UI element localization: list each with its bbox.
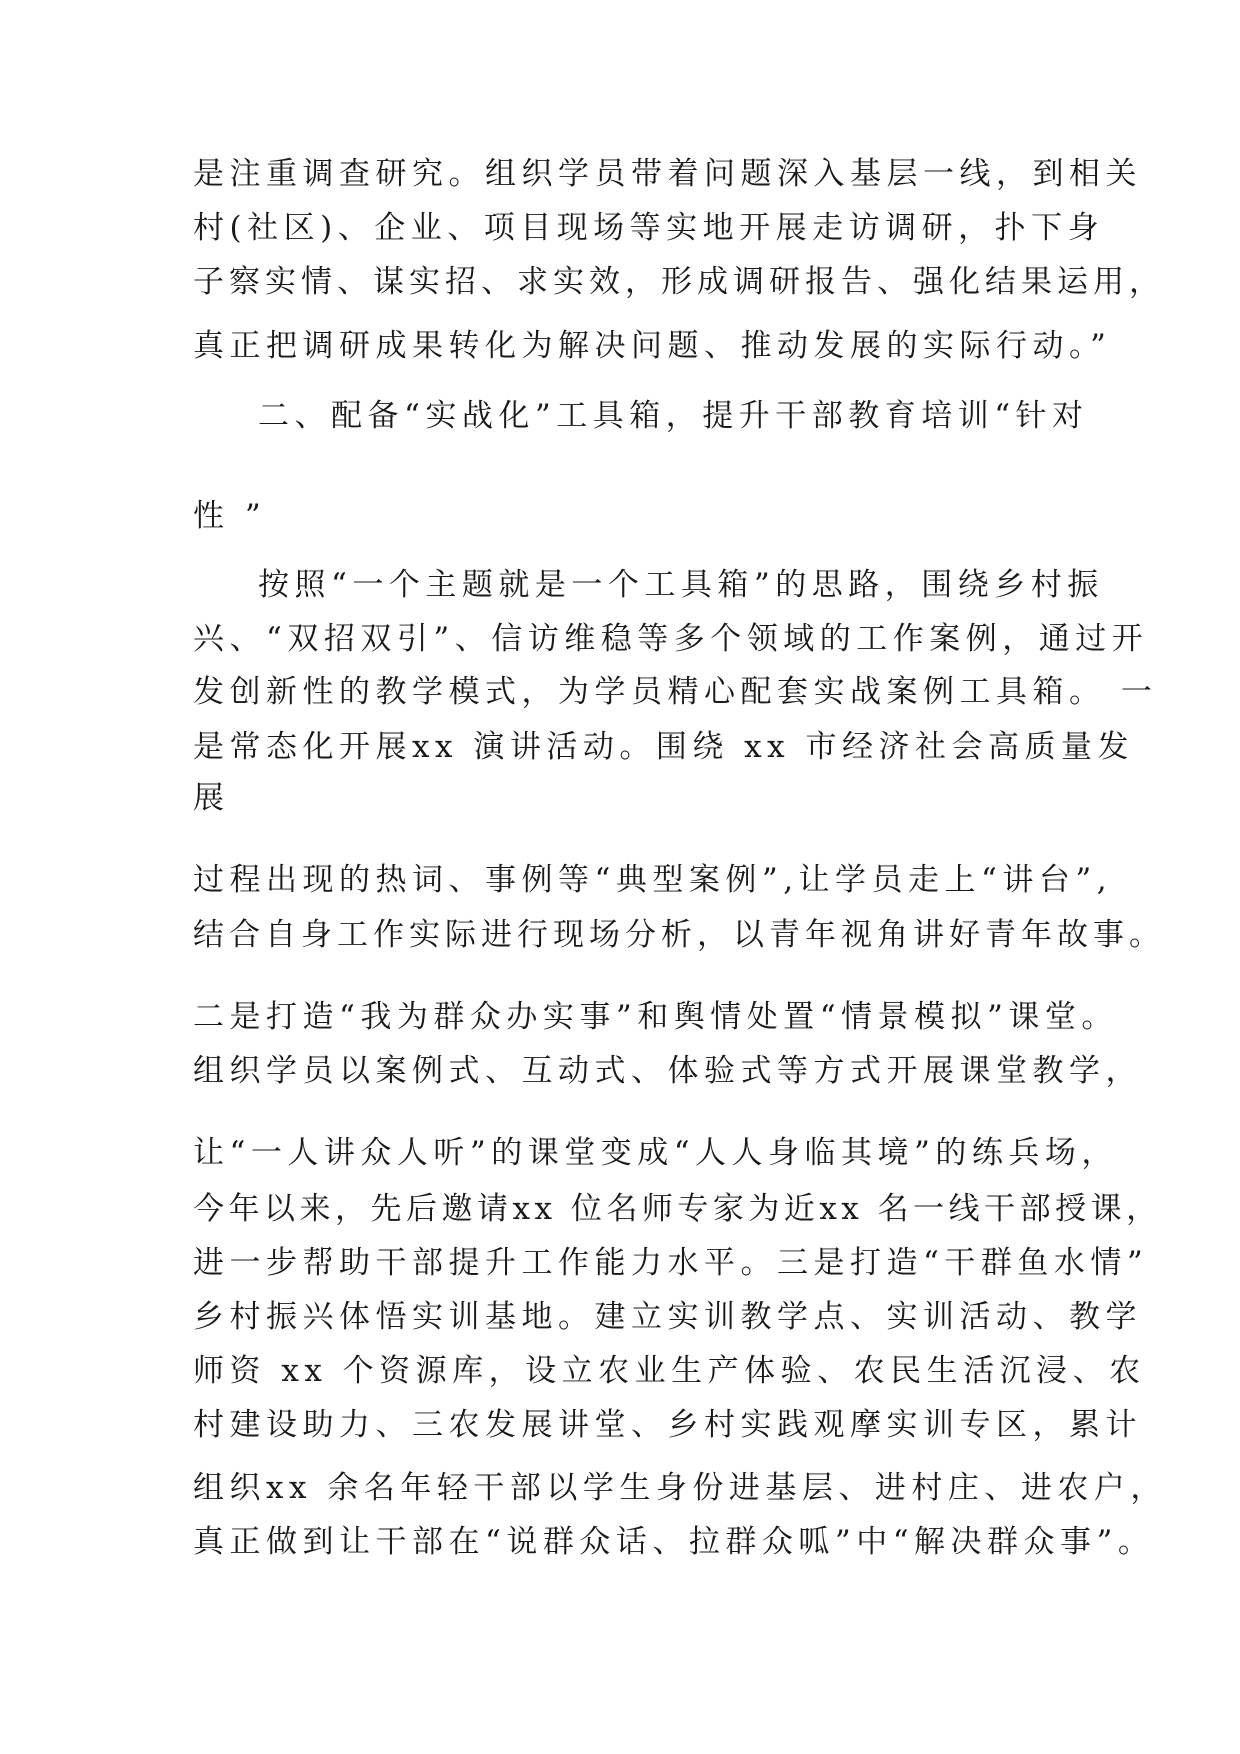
text-line: 是注重调查研究。组织学员带着问题深入基层一线，到相关 (193, 156, 1142, 192)
text-line: 村(社区)、企业、项目现场等实地开展走访调研，扑下身 (193, 210, 1105, 246)
text-line: 让“一人讲众人听”的课堂变成“人人身临其境”的练兵场， (193, 1135, 1118, 1171)
text-line: 是常态化开展xx 演讲活动。围绕 xx 市经济社会高质量发 (193, 729, 1134, 765)
text-line: 组织xx 余名年轻干部以学生身份进基层、进村庄、进农户， (193, 1470, 1167, 1506)
text-line: 村建设助力、三农发展讲堂、乡村实践观摩实训专区，累计 (193, 1407, 1142, 1443)
text-line: 二是打造“我为群众办实事”和舆情处置“情景模拟”课堂。 (193, 999, 1118, 1035)
text-line: 进一步帮助干部提升工作能力水平。三是打造“干群鱼水情” (193, 1245, 1149, 1281)
text-line: 真正把调研成果转化为解决问题、推动发展的实际行动。” (193, 328, 1112, 364)
text-line: 按照“一个主题就是一个工具箱”的思路，围绕乡村振 (258, 567, 1104, 603)
text-line: 兴、“双招双引”、信访维稳等多个领域的工作案例，通过开 (193, 621, 1149, 657)
text-line: 组织学员以案例式、互动式、体验式等方式开展课堂教学， (193, 1053, 1142, 1089)
section-heading-continuation: 性 ” (193, 498, 267, 534)
text-line: 子察实情、谋实招、求实效，形成调研报告、强化结果运用， (193, 264, 1165, 300)
text-line: 师资 xx 个资源库，设立农业生产体验、农民生活沉浸、农 (193, 1353, 1146, 1389)
text-line: 展 (193, 780, 230, 816)
text-line: 真正做到让干部在“说群众话、拉群众呱”中“解决群众事”。 (193, 1524, 1155, 1560)
text-line: 今年以来，先后邀请xx 位名师专家为近xx 名一线干部授课， (193, 1191, 1162, 1227)
text-line: 发创新性的教学模式，为学员精心配套实战案例工具箱。 一 (193, 674, 1158, 710)
section-heading: 二、配备“实战化”工具箱，提升干部教育培训“针对 (258, 398, 1089, 434)
text-line: 乡村振兴体悟实训基地。建立实训教学点、实训活动、教学 (193, 1299, 1142, 1335)
text-line: 过程出现的热词、事例等“典型案例”,让学员走上“讲台”, (193, 862, 1113, 898)
text-line: 结合自身工作实际进行现场分析，以青年视角讲好青年故事。 (193, 917, 1165, 953)
